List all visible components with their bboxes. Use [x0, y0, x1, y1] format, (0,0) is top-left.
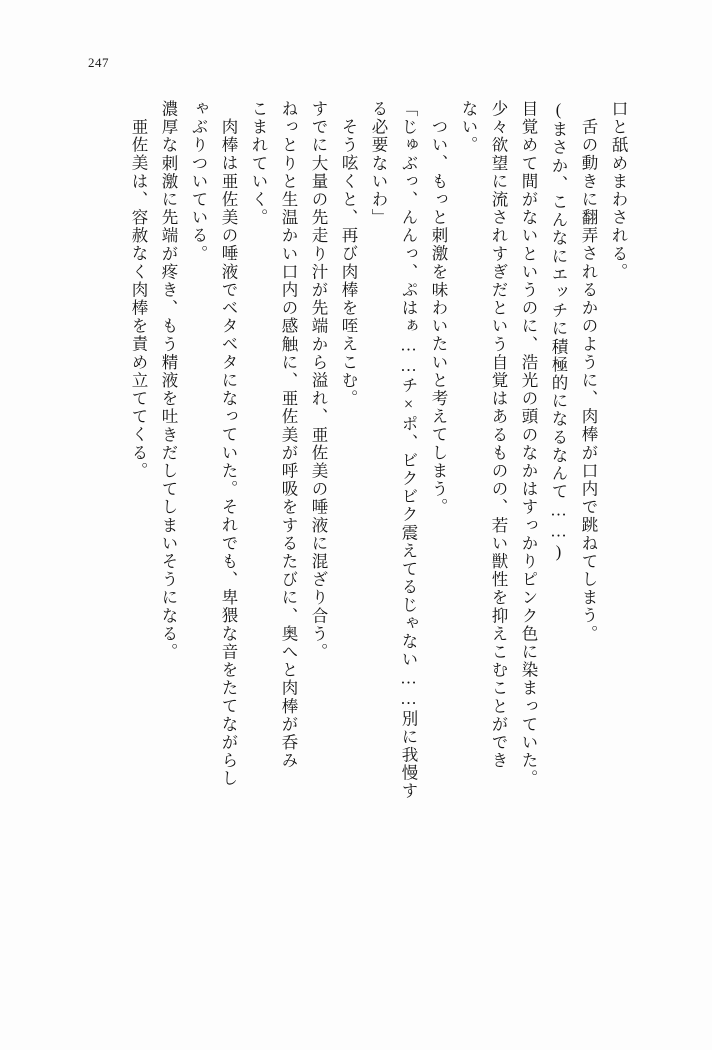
text-line: そう呟くと、再び肉棒を咥えこむ。 — [339, 118, 358, 408]
text-line: 目覚めて間がないというのに、浩光の頭のなかはすっかりピンク色に染まっていた。 — [519, 100, 538, 788]
text-line: 口と舐めまわされる。 — [609, 100, 628, 281]
text-line: ねっとりと生温かい口内の感触に、亜佐美が呼吸をするたびに、奥へと肉棒が呑み — [279, 100, 298, 770]
text-line: ない。 — [459, 100, 478, 155]
page-number: 247 — [88, 55, 109, 70]
text-line: 「じゅぶっ、んんっ、ぷはぁ……チ×ポ、ビクビク震えてるじゃない……別に我慢す — [399, 100, 418, 801]
vertical-text-body — [60, 100, 626, 990]
text-line: ゃぶりついている。 — [189, 100, 208, 263]
text-line: る必要ないわ」 — [369, 100, 388, 227]
text-line: 亜佐美は、容赦なく肉棒を責め立ててくる。 — [129, 118, 148, 480]
text-line: 濃厚な刺激に先端が疼き、もう精液を吐きだしてしまいそうになる。 — [159, 100, 178, 662]
text-line: すでに大量の先走り汁が先端から溢れ、亜佐美の唾液に混ざり合う。 — [309, 100, 328, 662]
text-line: 肉棒は亜佐美の唾液でベタベタになっていた。それでも、卑猥な音をたてながらし — [219, 118, 238, 788]
text-line: こまれていく。 — [249, 100, 268, 227]
text-line: 舌の動きに翻弄されるかのように、肉棒が口内で跳ねてしまう。 — [579, 118, 598, 643]
text-line: (まさか、こんなにエッチに積極的になるなんて……) — [549, 100, 568, 563]
text-line: 少々欲望に流されすぎだという自覚はあるものの、若い獣性を抑えこむことができ — [489, 100, 508, 770]
text-line: つい、もっと刺激を味わいたいと考えてしまう。 — [429, 118, 448, 517]
